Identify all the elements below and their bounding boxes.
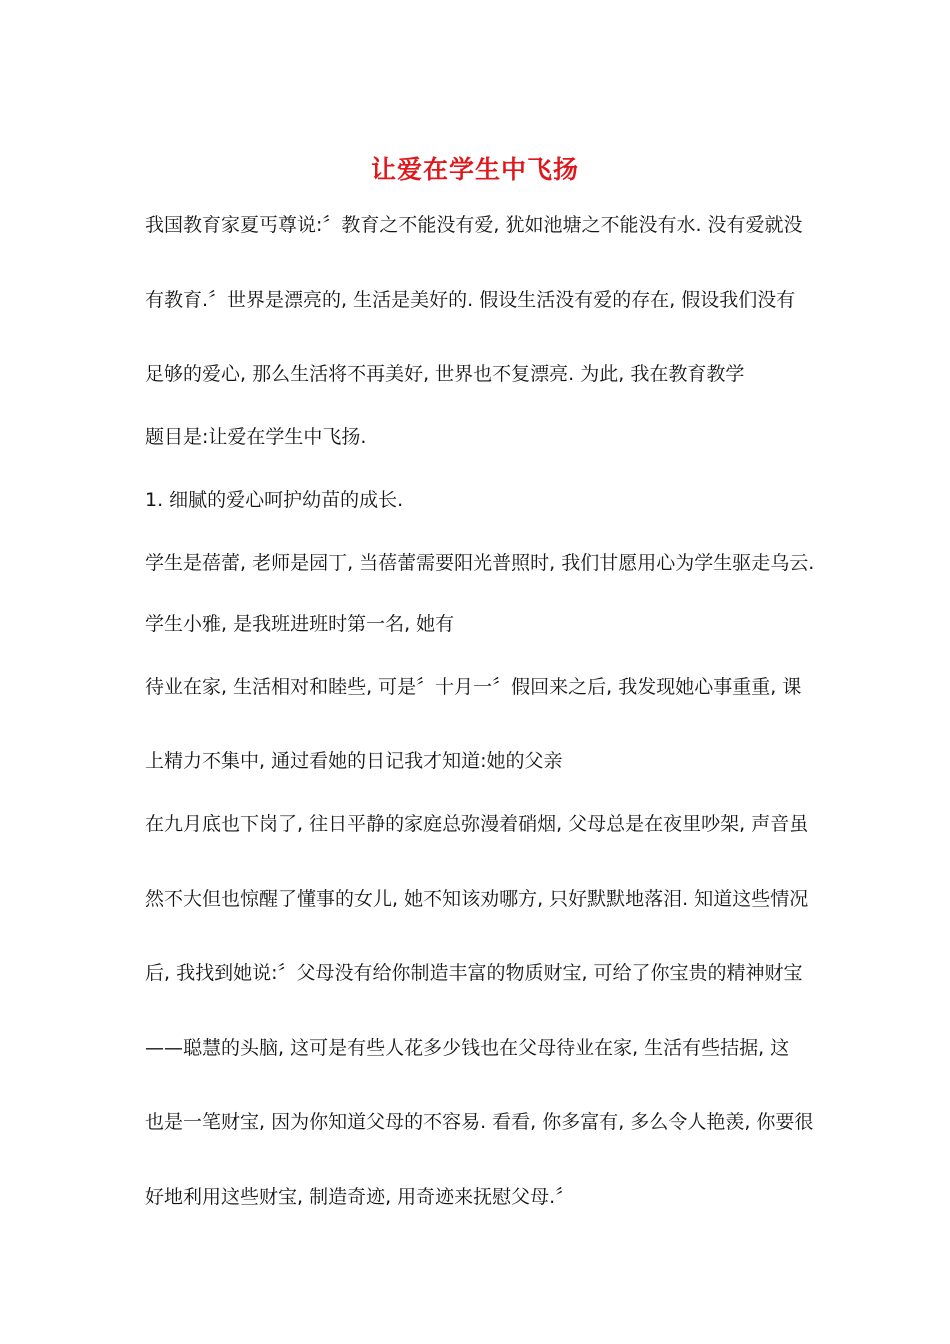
paragraph-line: 学生小雅, 是我班进班时第一名, 她有 bbox=[145, 613, 455, 635]
paragraph-line: 也是一笔财宝, 因为你知道父母的不容易. 看看, 你多富有, 多么令人艳羡, 你要很 bbox=[145, 1111, 814, 1133]
document-title: 让爱在学生中飞扬 bbox=[370, 155, 579, 184]
paragraph-line: 后, 我找到她说:〞父母没有给你制造丰富的物质财宝, 可给了你宝贵的精神财宝 bbox=[145, 962, 803, 984]
paragraph-line: 学生是蓓蕾, 老师是园丁, 当蓓蕾需要阳光普照时, 我们甘愿用心为学生驱走乌云. bbox=[145, 552, 815, 574]
paragraph-line: 然不大但也惊醒了懂事的女儿, 她不知该劝哪方, 只好默默地落泪. 知道这些情况 bbox=[145, 888, 809, 910]
paragraph-line: 足够的爱心, 那么生活将不再美好, 世界也不复漂亮. 为此, 我在教育教学 bbox=[145, 363, 745, 385]
paragraph-line: ——聪慧的头脑, 这可是有些人花多少钱也在父母待业在家, 生活有些拮据, 这 bbox=[145, 1037, 790, 1059]
paragraph-line: 1. 细腻的爱心呵护幼苗的成长. bbox=[145, 489, 404, 511]
paragraph-line: 待业在家, 生活相对和睦些, 可是〞十月一〞假回来之后, 我发现她心事重重, 课 bbox=[145, 676, 802, 698]
paragraph-line: 题目是:让爱在学生中飞扬. bbox=[145, 426, 367, 448]
paragraph-line: 在九月底也下岗了, 往日平静的家庭总弥漫着硝烟, 父母总是在夜里吵架, 声音虽 bbox=[145, 813, 809, 835]
paragraph-line: 上精力不集中, 通过看她的日记我才知道:她的父亲 bbox=[145, 750, 563, 772]
paragraph-line: 好地利用这些财宝, 制造奇迹, 用奇迹来抚慰父母.〞 bbox=[145, 1186, 575, 1208]
paragraph-line: 我国教育家夏丐尊说:〞教育之不能没有爱, 犹如池塘之不能没有水. 没有爱就没 bbox=[145, 214, 803, 236]
paragraph-line: 有教育.〞世界是漂亮的, 生活是美好的. 假设生活没有爱的存在, 假设我们没有 bbox=[145, 289, 796, 311]
